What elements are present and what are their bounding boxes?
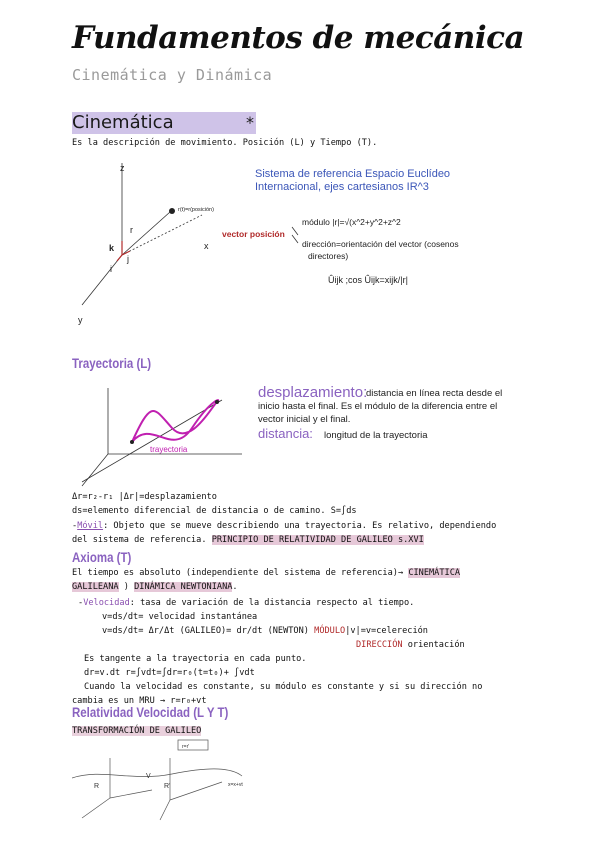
galileo-path xyxy=(72,769,242,778)
velocidad-def xyxy=(78,596,414,610)
label-r: r xyxy=(130,225,133,235)
label-direccion-2: directores) xyxy=(308,251,349,261)
note-ds: ds=elemento diferencial de distancia o de camino. S=∫ds xyxy=(72,506,357,516)
highlight-galileana: GALILEANA xyxy=(72,582,119,592)
velocidad-direccion-text: orientación xyxy=(402,640,465,650)
axis-y-line xyxy=(82,255,122,305)
note-relatividad xyxy=(72,533,424,547)
traj-axis-y xyxy=(82,454,108,486)
label-galileo-rp: R' xyxy=(164,783,171,790)
velocidad-text: : tasa de variación de la distancia respecto al tiempo. xyxy=(129,598,415,608)
section-heading-trayectoria: Trayectoria (L) xyxy=(72,355,152,371)
velocidad-dash: - xyxy=(78,598,84,608)
highlight-cinematica: CINEMÁTICA xyxy=(408,568,461,578)
axis-x-line xyxy=(122,215,202,255)
note-delta-r: Δr=r₂-r₁ |Δr|=desplazamiento xyxy=(72,492,217,502)
note-movil-dash: - xyxy=(72,521,78,531)
trajectory-start-point xyxy=(130,440,134,444)
note-movil xyxy=(72,519,496,533)
label-galileo-box: r=r' xyxy=(182,744,190,750)
diagram-trayectoria xyxy=(72,378,252,490)
diagram-cartesian xyxy=(72,155,472,330)
label-cosenos: Ûijk ;cos Ûijk=xijk/|r| xyxy=(328,275,408,285)
term-desplazamiento: desplazamiento: xyxy=(258,384,368,401)
label-galileo-v: V xyxy=(146,773,151,780)
velocidad-modulo-text: |v|=v=celereción xyxy=(345,626,428,636)
section-heading-relatividad: Relatividad Velocidad (L Y T) xyxy=(72,704,229,720)
position-point xyxy=(169,208,175,214)
axioma-line2 xyxy=(72,580,238,594)
section-heading-axioma: Axioma (T) xyxy=(72,549,132,565)
frame-r-axis-y xyxy=(82,798,110,818)
unit-vector-i xyxy=(117,255,122,261)
frame-rp-axis-x xyxy=(170,782,222,800)
mru-line2: cambia es un MRU → r=r₀+vt xyxy=(72,696,207,706)
label-trayectoria-curve: trayectoria xyxy=(150,445,188,454)
velocidad-formula-text: v=ds/dt= Δr/Δt (GALILEO)= dr/dt (NEWTON) xyxy=(102,626,315,636)
label-axis-x: x xyxy=(204,241,209,251)
distancia-text: longitud de la trayectoria xyxy=(324,430,428,441)
axioma-line1-text: El tiempo es absoluto (independiente del sistema de referencia)→ xyxy=(72,568,409,578)
diagram1-heading-line1: Sistema de referencia Espacio Euclídeo xyxy=(255,168,451,180)
velocidad-direccion xyxy=(356,638,465,652)
highlight-principio-galileo: PRINCIPIO DE RELATIVIDAD DE GALILEO s.XVI xyxy=(211,535,424,545)
diagram1-heading-line2: Internacional, ejes cartesianos IR^3 xyxy=(255,181,429,193)
label-modulo: módulo |r|=√(x^2+y^2+z^2 xyxy=(302,217,401,227)
trajectory-end-point xyxy=(215,400,219,404)
arrow-to-modulo xyxy=(292,227,298,235)
highlight-transformacion-galileo: TRANSFORMACIÓN DE GALILEO xyxy=(72,726,202,736)
frame-r-axis-x xyxy=(110,790,152,798)
arrow-to-direccion xyxy=(292,235,298,243)
note-movil-term: Móvil xyxy=(77,521,104,531)
relatividad-transform xyxy=(72,724,201,738)
frame-rp-axis-y xyxy=(160,800,170,820)
trajectory-curve xyxy=(132,400,218,442)
velocidad-term: Velocidad xyxy=(83,598,130,608)
velocidad-direccion-term: DIRECCIÓN xyxy=(356,640,403,650)
label-k: k xyxy=(109,243,115,253)
axioma-line2-end: . xyxy=(232,582,238,592)
label-j: j xyxy=(127,254,129,264)
label-axis-z: z xyxy=(120,163,125,173)
label-vector-posicion: vector posición xyxy=(222,229,285,239)
star-icon: * xyxy=(246,113,254,132)
cinematica-intro: Es la descripción de movimiento. Posición (L) y Tiempo (T). xyxy=(72,138,378,148)
section-heading-cinematica xyxy=(72,112,256,134)
diagram-galileo xyxy=(72,738,292,826)
desplazamiento-line1: distancia en línea recta desde el xyxy=(366,388,503,399)
cinematica-heading-text: Cinemática xyxy=(72,112,174,133)
mru-line1: Cuando la velocidad es constante, su módulo es constante y si su dirección no xyxy=(84,682,483,692)
note-movil-text: : Objeto que se mueve describiendo una trayectoria. Es relativo, dependiendo xyxy=(103,521,497,531)
note-relatividad-text: del sistema de referencia. xyxy=(72,535,212,545)
label-galileo-r: R xyxy=(94,783,100,790)
label-i: i xyxy=(110,264,112,274)
label-galileo-side: x=x+vt xyxy=(228,782,243,788)
axioma-line2-mid: ) xyxy=(118,582,135,592)
page-subtitle: Cinemática y Dinámica xyxy=(72,66,273,84)
axioma-line1 xyxy=(72,566,460,580)
velocidad-modulo-term: MÓDULO xyxy=(314,626,346,636)
label-position-point: r(t)=r(posición) xyxy=(178,207,214,213)
page-title: Fundamentos de mecánica xyxy=(72,20,525,56)
label-direccion: dirección=orientación del vector (cosenos xyxy=(302,239,459,249)
highlight-dinamica-newtoniana: DINÁMICA NEWTONIANA xyxy=(134,582,233,592)
velocidad-formula xyxy=(102,624,428,638)
term-distancia: distancia: xyxy=(258,426,313,441)
velocidad-instantanea: v=ds/dt= velocidad instantánea xyxy=(102,612,258,622)
desplazamiento-line2: inicio hasta el final. Es el módulo de la diferencia entre el xyxy=(258,401,498,412)
desplazamiento-line3: vector inicial y el final. xyxy=(258,414,351,425)
label-axis-y: y xyxy=(78,315,83,325)
displacement-line xyxy=(82,400,222,482)
velocidad-tangente: Es tangente a la trayectoria en cada punto. xyxy=(84,654,307,664)
velocidad-integral: dr=v.dt r=∫vdt=∫dr=r₀(t=t₀)+ ∫vdt xyxy=(84,668,255,678)
